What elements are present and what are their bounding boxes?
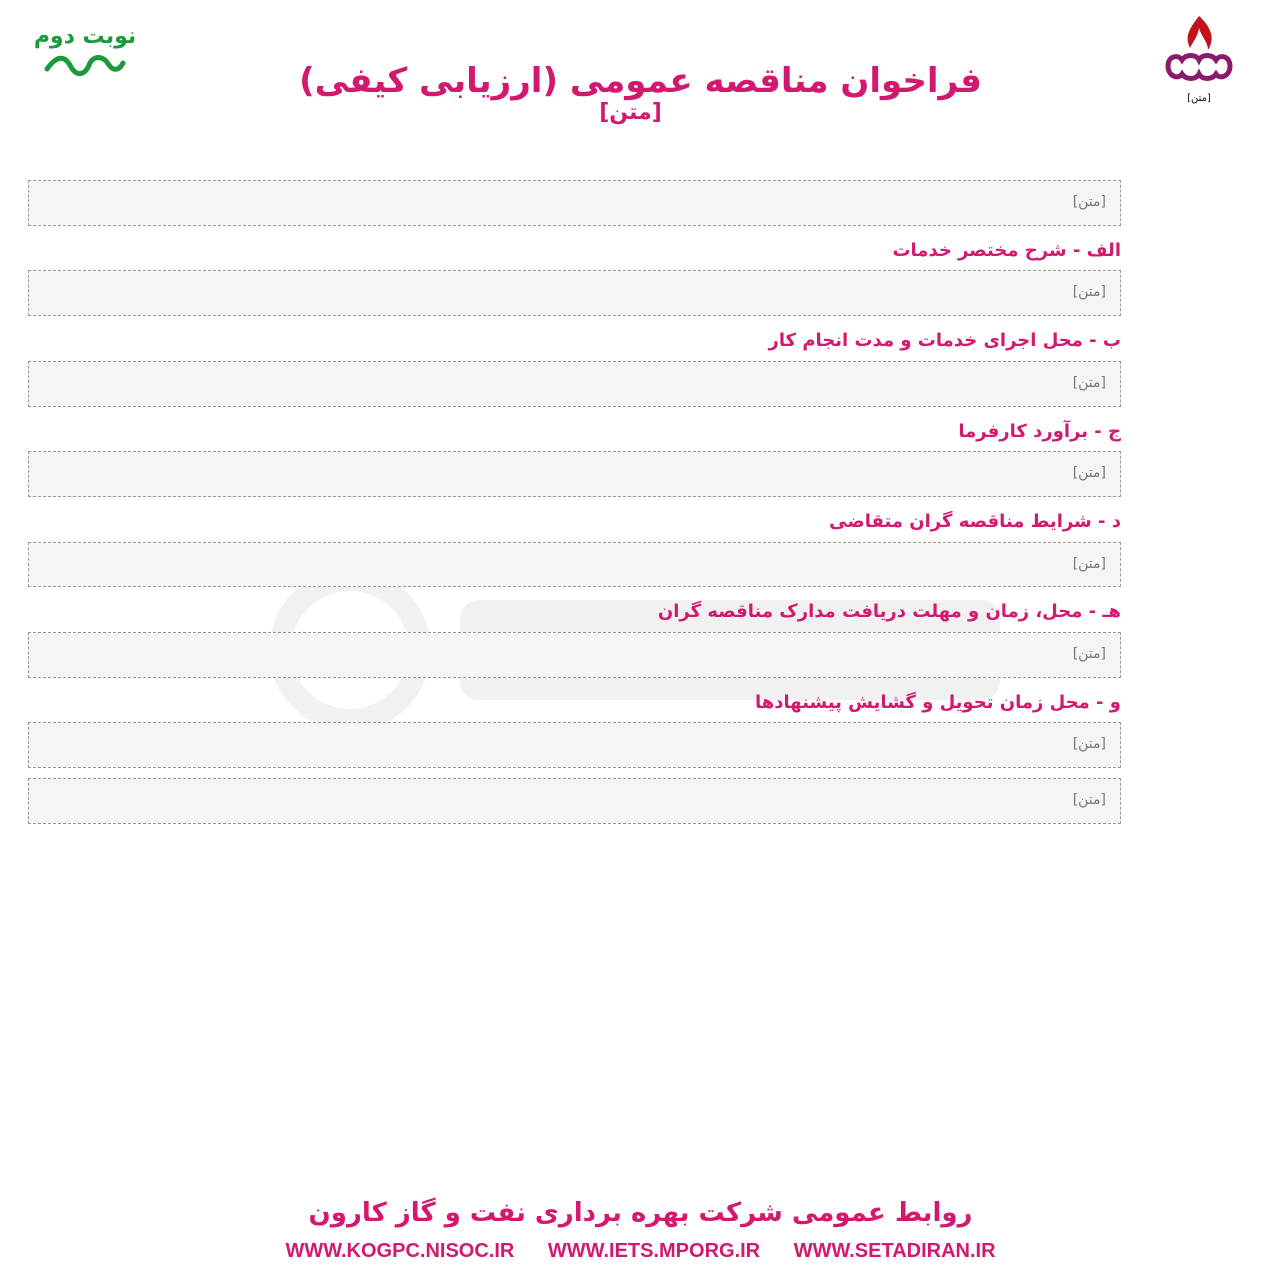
section-b-text: [متن] xyxy=(28,361,1121,407)
squiggle-icon xyxy=(43,51,127,77)
intro-paragraph: [متن] xyxy=(28,180,1121,226)
round-badge xyxy=(30,24,140,77)
section-c-text: [متن] xyxy=(28,451,1121,497)
round-label: نوبت دوم xyxy=(33,24,137,49)
notice-subtitle: [متن] xyxy=(599,100,662,125)
section-e-heading: هـ - محل، زمان و مهلت دریافت مدارک مناقصه گران xyxy=(657,601,1121,623)
section-f-heading: و - محل زمان تحویل و گشایش پیشنهادها xyxy=(754,691,1121,713)
section-a-heading: الف - شرح مختصر خدمات xyxy=(892,239,1121,261)
closing-paragraph: [متن] xyxy=(28,778,1121,824)
footer-link-kogpc[interactable]: WWW.KOGPC.NISOC.IR xyxy=(285,1240,515,1262)
nioc-flame-logo-icon xyxy=(1160,14,1238,86)
page-title: فراخوان مناقصه عمومی (ارزیابی کیفی) xyxy=(299,60,982,101)
section-b-heading: ب - محل اجرای خدمات و مدت انجام کار xyxy=(768,330,1121,352)
section-c-heading: ج - برآورد کارفرما xyxy=(958,420,1121,442)
section-d-text: [متن] xyxy=(28,542,1121,588)
footer-link-iets[interactable]: WWW.IETS.MPORG.IR xyxy=(547,1240,761,1262)
section-f-text: [متن] xyxy=(28,722,1121,768)
notice-body xyxy=(28,176,1121,1185)
footer-signature: روابط عمومی شرکت بهره برداری نفت و گاز کارون xyxy=(308,1198,973,1228)
logo-text: [متن] xyxy=(1187,93,1211,104)
section-d-heading: د - شرایط مناقصه گران متقاضی xyxy=(829,510,1121,532)
company-logo xyxy=(1139,14,1259,106)
section-e-text: [متن] xyxy=(28,632,1121,678)
footer-link-setadiran[interactable]: WWW.SETADIRAN.IR xyxy=(793,1240,996,1262)
footer-links xyxy=(0,1240,1281,1263)
section-a-text: [متن] xyxy=(28,270,1121,316)
